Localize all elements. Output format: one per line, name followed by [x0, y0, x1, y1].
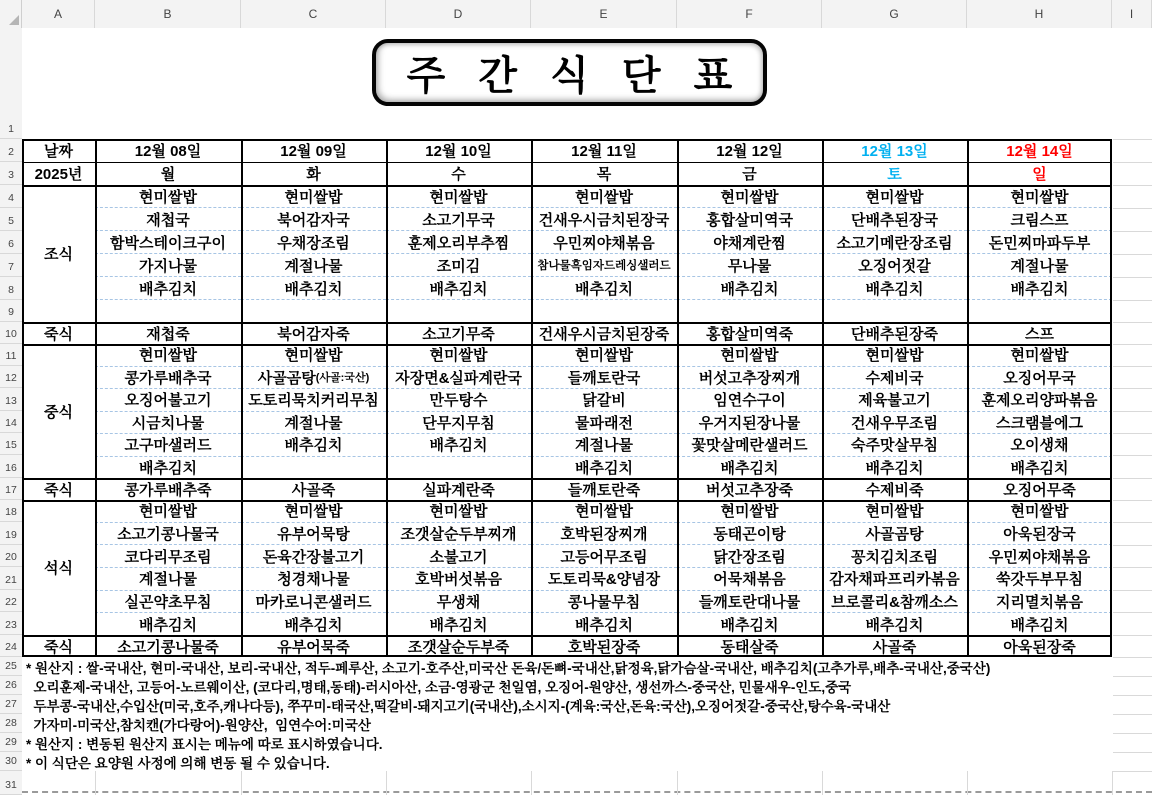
- meal-cell[interactable]: [967, 185, 1112, 322]
- meal-item[interactable]: 수제비국: [822, 367, 967, 390]
- column-border: [241, 139, 243, 657]
- meal-cell[interactable]: [95, 185, 241, 322]
- meal-item[interactable]: 배추김치: [677, 277, 822, 300]
- meal-item[interactable]: 배추김치: [386, 434, 531, 457]
- meal-item[interactable]: 현미쌀밥: [822, 500, 967, 523]
- meal-item[interactable]: 배추김치: [865, 616, 924, 634]
- date-cell[interactable]: 12월 14일: [1006, 143, 1073, 160]
- meal-item[interactable]: 임연수구이: [677, 389, 822, 412]
- meal-item[interactable]: 건새우시금치된장국: [531, 208, 677, 231]
- meal-item[interactable]: 계절나물: [241, 254, 386, 277]
- meal-item[interactable]: 가지나물: [95, 254, 241, 277]
- meal-item[interactable]: 현미쌀밥: [386, 185, 531, 208]
- column-header-D[interactable]: D: [386, 0, 531, 28]
- row-header-28[interactable]: 28: [0, 714, 22, 733]
- gridline: [1113, 590, 1152, 591]
- gridline: [822, 771, 823, 795]
- meal-item[interactable]: 훈제오리양파볶음: [967, 389, 1112, 412]
- meal-item[interactable]: 함박스테이크구이: [95, 231, 241, 254]
- row-header-26[interactable]: 26: [0, 676, 22, 695]
- row-header-25[interactable]: 25: [0, 657, 22, 676]
- empty-cell: [386, 457, 531, 479]
- gridline: [1113, 500, 1152, 501]
- section-label[interactable]: 석식: [44, 560, 73, 577]
- porridge-cell[interactable]: 사골죽: [872, 638, 917, 656]
- gridline: [1113, 344, 1152, 345]
- year-cell[interactable]: 2025년: [34, 166, 83, 183]
- row-border: [22, 344, 1112, 346]
- column-border: [531, 139, 533, 657]
- date-cell[interactable]: 12월 09일: [280, 143, 347, 160]
- row-border: [22, 500, 1112, 502]
- row-header-4[interactable]: 4: [0, 185, 22, 208]
- meal-item[interactable]: 배추김치: [241, 434, 386, 457]
- meal-cell[interactable]: [531, 185, 677, 322]
- column-header-C[interactable]: C: [241, 0, 386, 28]
- row-header-8[interactable]: 8: [0, 277, 22, 300]
- date-cell[interactable]: 12월 13일: [861, 143, 928, 160]
- meal-cell[interactable]: [677, 344, 822, 478]
- header-divider: [22, 162, 1112, 163]
- row-header-11[interactable]: 11: [0, 344, 22, 366]
- row-header-1[interactable]: 1: [0, 28, 22, 139]
- meal-item[interactable]: 크림스프: [967, 208, 1112, 231]
- meal-item[interactable]: 유부어묵탕: [241, 523, 386, 546]
- porridge-cell[interactable]: 스프: [1025, 325, 1054, 343]
- meal-item[interactable]: 배추김치: [822, 277, 967, 300]
- meal-item[interactable]: 계절나물: [531, 434, 677, 457]
- row-header-29[interactable]: 29: [0, 733, 22, 752]
- row-header-30[interactable]: 30: [0, 752, 22, 771]
- meal-item[interactable]: 오징어불고기: [95, 389, 241, 412]
- meal-cell[interactable]: [386, 500, 531, 635]
- porridge-cell[interactable]: 조갯살순두부죽: [407, 638, 510, 656]
- meal-item[interactable]: 제육불고기: [822, 389, 967, 412]
- weekday-cell[interactable]: 화: [306, 166, 321, 183]
- meal-cell[interactable]: [677, 500, 822, 635]
- meal-cell[interactable]: [386, 344, 531, 478]
- column-header-G[interactable]: G: [822, 0, 967, 28]
- row-header-10[interactable]: 10: [0, 322, 22, 344]
- porridge-label[interactable]: 죽식: [44, 481, 73, 499]
- meal-item[interactable]: 소불고기: [386, 545, 531, 568]
- meal-item[interactable]: 계절나물: [95, 568, 241, 591]
- meal-item[interactable]: 현미쌀밥: [967, 344, 1112, 367]
- meal-item[interactable]: 시금치나물: [95, 412, 241, 435]
- column-header-H[interactable]: H: [967, 0, 1112, 28]
- meal-item[interactable]: 건새우무조림: [822, 412, 967, 435]
- meal-item[interactable]: 현미쌀밥: [386, 500, 531, 523]
- date-cell[interactable]: 12월 12일: [716, 143, 783, 160]
- date-cell[interactable]: 12월 11일: [571, 143, 637, 160]
- row-header-9[interactable]: 9: [0, 300, 22, 322]
- meal-item[interactable]: 현미쌀밥: [677, 344, 822, 367]
- row-header-15[interactable]: 15: [0, 433, 22, 455]
- gridline: [1113, 300, 1152, 301]
- gridline: [1113, 433, 1152, 434]
- note-line[interactable]: 가자미-미국산,참치캔(가다랑어)-원양산, 임연수어:미국산: [26, 717, 371, 733]
- meal-cell[interactable]: [967, 500, 1112, 635]
- meal-cell[interactable]: [241, 500, 386, 635]
- row-header-17[interactable]: 17: [0, 478, 22, 500]
- column-border: [95, 139, 97, 657]
- meal-cell[interactable]: [241, 185, 386, 322]
- weekday-cell[interactable]: 목: [596, 166, 612, 183]
- meal-item[interactable]: 배추김치: [531, 277, 677, 300]
- row-header-27[interactable]: 27: [0, 695, 22, 714]
- column-header-F[interactable]: F: [677, 0, 822, 28]
- row-header-18[interactable]: 18: [0, 500, 22, 522]
- gridline: [1113, 254, 1152, 255]
- row-header-12[interactable]: 12: [0, 366, 22, 388]
- meal-item[interactable]: 들깨토란대나물: [677, 591, 822, 614]
- meal-item[interactable]: 콩나물무침: [531, 591, 677, 614]
- meal-item[interactable]: 현미쌀밥: [822, 185, 967, 208]
- meal-item[interactable]: 호박된장찌개: [531, 523, 677, 546]
- column-header-I[interactable]: I: [1112, 0, 1152, 28]
- meal-item[interactable]: 오징어무국: [967, 367, 1112, 390]
- meal-item[interactable]: 숙주맛살무침: [822, 434, 967, 457]
- weekday-cell[interactable]: 일: [1032, 166, 1047, 183]
- meal-item[interactable]: 단배추된장국: [822, 208, 967, 231]
- meal-item[interactable]: 배추김치: [95, 277, 241, 300]
- empty-cell: [241, 457, 386, 479]
- porridge-cell[interactable]: 유부어묵죽: [277, 638, 350, 656]
- meal-item[interactable]: 배추김치: [865, 459, 924, 477]
- porridge-cell[interactable]: 재첩죽: [146, 325, 190, 343]
- meal-item[interactable]: 만두탕수: [386, 389, 531, 412]
- meal-item[interactable]: 배추김치: [575, 616, 633, 634]
- empty-cell: [677, 300, 822, 322]
- porridge-cell[interactable]: 콩가루배추죽: [124, 481, 212, 499]
- column-border: [967, 139, 969, 657]
- gridline: [386, 771, 387, 795]
- meal-item[interactable]: 쑥갓두부무침: [967, 568, 1112, 591]
- gridline: [1113, 545, 1152, 546]
- meal-item[interactable]: 우민찌야채볶음: [531, 231, 677, 254]
- meal-item[interactable]: 마카로니콘샐러드: [241, 591, 386, 614]
- meal-item[interactable]: 현미쌀밥: [967, 500, 1112, 523]
- gridline: [1113, 208, 1152, 209]
- gridline: [1113, 455, 1152, 456]
- meal-item[interactable]: 배추김치: [139, 616, 197, 634]
- porridge-cell[interactable]: 단배추된장죽: [851, 325, 938, 343]
- meal-item[interactable]: 현미쌀밥: [241, 344, 386, 367]
- column-header-E[interactable]: E: [531, 0, 677, 28]
- empty-cell: [967, 300, 1112, 322]
- meal-item[interactable]: 실곤약초무침: [95, 591, 241, 614]
- meal-item[interactable]: 들깨토란국: [531, 367, 677, 390]
- meal-item[interactable]: 무생채: [386, 591, 531, 614]
- meal-item[interactable]: 돈육간장불고기: [241, 545, 386, 568]
- meal-item-origin: (사골:국산): [315, 372, 370, 385]
- meal-item[interactable]: 콩가루배추국: [95, 367, 241, 390]
- gridline: [1113, 411, 1152, 412]
- row-header-16[interactable]: 16: [0, 455, 22, 478]
- porridge-label[interactable]: 죽식: [44, 325, 73, 343]
- select-all-corner[interactable]: [0, 0, 22, 28]
- meal-item[interactable]: 어묵채볶음: [677, 568, 822, 591]
- note-line[interactable]: * 원산지 : 변동된 원산지 표시는 메뉴에 따로 표시하였습니다.: [26, 736, 383, 752]
- gridline: [1113, 388, 1152, 389]
- meal-item[interactable]: 현미쌀밥: [95, 185, 241, 208]
- gridline: [1112, 771, 1113, 795]
- meal-item[interactable]: 스크램블에그: [967, 412, 1112, 435]
- meal-item[interactable]: 꽃맛살메란샐러드: [677, 434, 822, 457]
- gridline: [1113, 612, 1152, 613]
- meal-item[interactable]: 조미김: [386, 254, 531, 277]
- note-line[interactable]: * 원산지 : 쌀-국내산, 현미-국내산, 보리-국내산, 적두-페루산, 소고기-호주산,미국산 돈육/돈뼈-국내산,닭정육,닭가슴살-국내산, 배추김치(고추가루,배추-국내산,중국산): [26, 660, 991, 676]
- note-line[interactable]: 오리훈제-국내산, 고등어-노르웨이산, (코다리,명태,동태)-러시아산, 소금-영광군 천일염, 오징어-원양산, 생선까스-중국산, 민물새우-인도,중국: [26, 679, 852, 695]
- column-border: [822, 139, 824, 657]
- porridge-cell[interactable]: 소고기콩나물죽: [117, 638, 219, 656]
- meal-item[interactable]: 감자채파프리카볶음: [822, 568, 967, 591]
- meal-item[interactable]: 오징어젓갈: [822, 254, 967, 277]
- meal-item[interactable]: 고등어무조림: [531, 545, 677, 568]
- meal-item[interactable]: 현미쌀밥: [822, 344, 967, 367]
- meal-item[interactable]: 야채계란찜: [677, 231, 822, 254]
- weekday-cell[interactable]: 토: [887, 166, 902, 183]
- gridline: [1113, 322, 1152, 323]
- meal-item[interactable]: 배추김치: [241, 277, 386, 300]
- row-header-7[interactable]: 7: [0, 254, 22, 277]
- row-header-14[interactable]: 14: [0, 411, 22, 433]
- row-header-19[interactable]: 19: [0, 522, 22, 545]
- meal-item[interactable]: 현미쌀밥: [95, 344, 241, 367]
- gridline: [95, 771, 96, 795]
- row-border: [22, 322, 1112, 324]
- meal-item[interactable]: 소고기콩나물국: [95, 523, 241, 546]
- gridline: [967, 771, 968, 795]
- meal-item[interactable]: 훈제오리부추찜: [386, 231, 531, 254]
- title-box: [372, 39, 767, 106]
- meal-item[interactable]: 단무지무침: [386, 412, 531, 435]
- meal-item[interactable]: 자장면&실파계란국: [386, 367, 531, 390]
- weekday-cell[interactable]: 월: [160, 166, 176, 183]
- meal-item[interactable]: 무나물: [677, 254, 822, 277]
- meal-item[interactable]: 꽁치김치조림: [822, 545, 967, 568]
- meal-item[interactable]: 닭갈비: [531, 389, 677, 412]
- empty-cell: [241, 300, 386, 322]
- page-break-line: [22, 791, 1152, 793]
- meal-item[interactable]: 재첩국: [95, 208, 241, 231]
- meal-item[interactable]: 계절나물: [967, 254, 1112, 277]
- gridline: [531, 771, 532, 795]
- meal-item[interactable]: 사골곰탕 (사골:국산): [241, 367, 386, 390]
- gridline: [677, 771, 678, 795]
- gridline: [1113, 366, 1152, 367]
- meal-item[interactable]: 지리멸치볶음: [967, 591, 1112, 614]
- gridline: [1113, 139, 1152, 140]
- gridline: [1113, 185, 1152, 186]
- meal-cell[interactable]: [95, 500, 241, 635]
- porridge-cell[interactable]: 오징어무죽: [1003, 481, 1076, 499]
- gridline: [1113, 231, 1152, 232]
- weekday-cell[interactable]: 금: [742, 166, 757, 183]
- meal-cell[interactable]: [95, 344, 241, 478]
- meal-item[interactable]: 버섯고추장찌개: [677, 367, 822, 390]
- meal-item[interactable]: 현미쌀밥: [531, 185, 677, 208]
- meal-item[interactable]: 돈민찌마파두부: [967, 231, 1112, 254]
- note-line[interactable]: 두부콩-국내산,수입산(미국,호주,캐나다등), 쭈꾸미-태국산,떡갈비-돼지고기(국내산),소시지-(계육:국산,돈육:국산),오징어젓갈-중국산,탕수육-국내산: [26, 698, 891, 714]
- meal-item[interactable]: 현미쌀밥: [967, 185, 1112, 208]
- gridline: [1113, 771, 1152, 772]
- meal-item[interactable]: 참나물흑임자드레싱샐러드: [531, 254, 677, 277]
- meal-cell[interactable]: [531, 344, 677, 478]
- empty-cell: [822, 300, 967, 322]
- meal-item[interactable]: 조갯살순두부찌개: [386, 523, 531, 546]
- meal-item[interactable]: 브로콜리&참깨소스: [822, 591, 967, 614]
- meal-item[interactable]: 코다리무조림: [95, 545, 241, 568]
- meal-cell[interactable]: [531, 500, 677, 635]
- weekday-cell[interactable]: 수: [451, 166, 466, 183]
- page-title: 주 간 식 단 표: [406, 54, 744, 98]
- meal-item[interactable]: 소고기메란장조림: [822, 231, 967, 254]
- meal-cell[interactable]: [822, 185, 967, 322]
- section-label[interactable]: 중식: [44, 403, 73, 421]
- row-header-3[interactable]: 3: [0, 162, 22, 185]
- column-header-A[interactable]: A: [22, 0, 95, 28]
- meal-cell[interactable]: [967, 344, 1112, 478]
- empty-cell: [531, 300, 677, 322]
- meal-item[interactable]: 현미쌀밥: [241, 185, 386, 208]
- section-label[interactable]: 조식: [44, 246, 73, 263]
- meal-item[interactable]: 우채장조림: [241, 231, 386, 254]
- meal-item[interactable]: 사골곰탕: [822, 523, 967, 546]
- meal-item[interactable]: 소고기무국: [386, 208, 531, 231]
- meal-item[interactable]: 동태곤이탕: [677, 523, 822, 546]
- porridge-cell[interactable]: 들깨토란죽: [567, 481, 641, 499]
- meal-item[interactable]: 닭간장조림: [677, 545, 822, 568]
- porridge-cell[interactable]: 아욱된장죽: [1003, 638, 1076, 656]
- date-cell[interactable]: 12월 08일: [134, 143, 202, 160]
- gridline: [1113, 277, 1152, 278]
- porridge-cell[interactable]: 실파계란죽: [422, 481, 495, 499]
- meal-cell[interactable]: [241, 344, 386, 478]
- column-border: [677, 139, 679, 657]
- row-header-21[interactable]: 21: [0, 567, 22, 590]
- porridge-cell[interactable]: 건새우시금치된장죽: [538, 325, 670, 343]
- meal-item[interactable]: 배추김치: [720, 616, 779, 634]
- meal-item[interactable]: 배추김치: [967, 277, 1112, 300]
- gridline: [1113, 162, 1152, 163]
- porridge-cell[interactable]: 홍합살미역죽: [706, 325, 793, 343]
- meal-item[interactable]: 현미쌀밥: [386, 344, 531, 367]
- meal-cell[interactable]: [386, 185, 531, 322]
- meal-item[interactable]: 아욱된장국: [967, 523, 1112, 546]
- gridline: [241, 771, 242, 795]
- meal-item[interactable]: 현미쌀밥: [677, 500, 822, 523]
- meal-item[interactable]: 배추김치: [284, 616, 343, 634]
- meal-item[interactable]: 청경채나물: [241, 568, 386, 591]
- row-header-22[interactable]: 22: [0, 590, 22, 612]
- meal-item[interactable]: 배추김치: [429, 616, 488, 634]
- row-header-23[interactable]: 23: [0, 612, 22, 635]
- row-header-20[interactable]: 20: [0, 545, 22, 567]
- date-label-cell[interactable]: 날짜: [44, 143, 73, 160]
- porridge-cell[interactable]: 호박된장죽: [567, 638, 641, 656]
- meal-item[interactable]: 계절나물: [241, 412, 386, 435]
- gridline: [1113, 567, 1152, 568]
- meal-item[interactable]: 오이생채: [967, 434, 1112, 457]
- column-header-B[interactable]: B: [95, 0, 241, 28]
- meal-item[interactable]: 도토리묵&양념장: [531, 568, 677, 591]
- empty-cell: [386, 300, 531, 322]
- row-header-31[interactable]: 31: [0, 771, 22, 795]
- row-header-13[interactable]: 13: [0, 388, 22, 411]
- row-header-6[interactable]: 6: [0, 231, 22, 254]
- meal-item[interactable]: 배추김치: [575, 459, 633, 477]
- porridge-label[interactable]: 죽식: [44, 638, 73, 656]
- empty-cell: [95, 300, 241, 322]
- meal-item[interactable]: 배추김치: [720, 459, 779, 477]
- meal-item[interactable]: 고구마샐러드: [95, 434, 241, 457]
- meal-item[interactable]: 현미쌀밥: [677, 185, 822, 208]
- meal-item[interactable]: 물파래전: [531, 412, 677, 435]
- porridge-cell[interactable]: 사골죽: [291, 481, 336, 499]
- meal-item[interactable]: 홍합살미역국: [677, 208, 822, 231]
- meal-item[interactable]: 북어감자국: [241, 208, 386, 231]
- meal-item[interactable]: 현미쌀밥: [531, 500, 677, 523]
- porridge-cell[interactable]: 소고기무죽: [422, 325, 495, 343]
- row-border: [22, 478, 1112, 480]
- meal-cell[interactable]: [677, 185, 822, 322]
- meal-item[interactable]: 배추김치: [1010, 459, 1069, 477]
- row-header-5[interactable]: 5: [0, 208, 22, 231]
- meal-item[interactable]: 도토리묵치커리무침: [241, 389, 386, 412]
- porridge-cell[interactable]: 동태살죽: [720, 638, 779, 656]
- column-border: [386, 139, 388, 657]
- gridline: [1113, 522, 1152, 523]
- meal-item[interactable]: 우거지된장나물: [677, 412, 822, 435]
- meal-item[interactable]: 현미쌀밥: [95, 500, 241, 523]
- porridge-cell[interactable]: 북어감자죽: [277, 325, 350, 343]
- meal-item[interactable]: 호박버섯볶음: [386, 568, 531, 591]
- date-cell[interactable]: 12월 10일: [425, 143, 492, 160]
- porridge-cell[interactable]: 버섯고추장죽: [706, 481, 793, 499]
- porridge-cell[interactable]: 수제비죽: [865, 481, 924, 499]
- gridline: [1113, 478, 1152, 479]
- note-line[interactable]: * 이 식단은 요양원 사정에 의해 변동 될 수 있습니다.: [26, 755, 330, 771]
- row-border: [22, 185, 1112, 187]
- meal-cell[interactable]: [822, 500, 967, 635]
- meal-item[interactable]: 우민찌야채볶음: [967, 545, 1112, 568]
- meal-item[interactable]: 배추김치: [139, 459, 197, 477]
- meal-item[interactable]: 현미쌀밥: [531, 344, 677, 367]
- row-header-2[interactable]: 2: [0, 139, 22, 162]
- meal-item[interactable]: 현미쌀밥: [241, 500, 386, 523]
- row-border: [22, 635, 1112, 637]
- row-header-24[interactable]: 24: [0, 635, 22, 657]
- meal-item[interactable]: 배추김치: [386, 277, 531, 300]
- meal-cell[interactable]: [822, 344, 967, 478]
- gridline: [1113, 635, 1152, 636]
- meal-item[interactable]: 배추김치: [1010, 616, 1069, 634]
